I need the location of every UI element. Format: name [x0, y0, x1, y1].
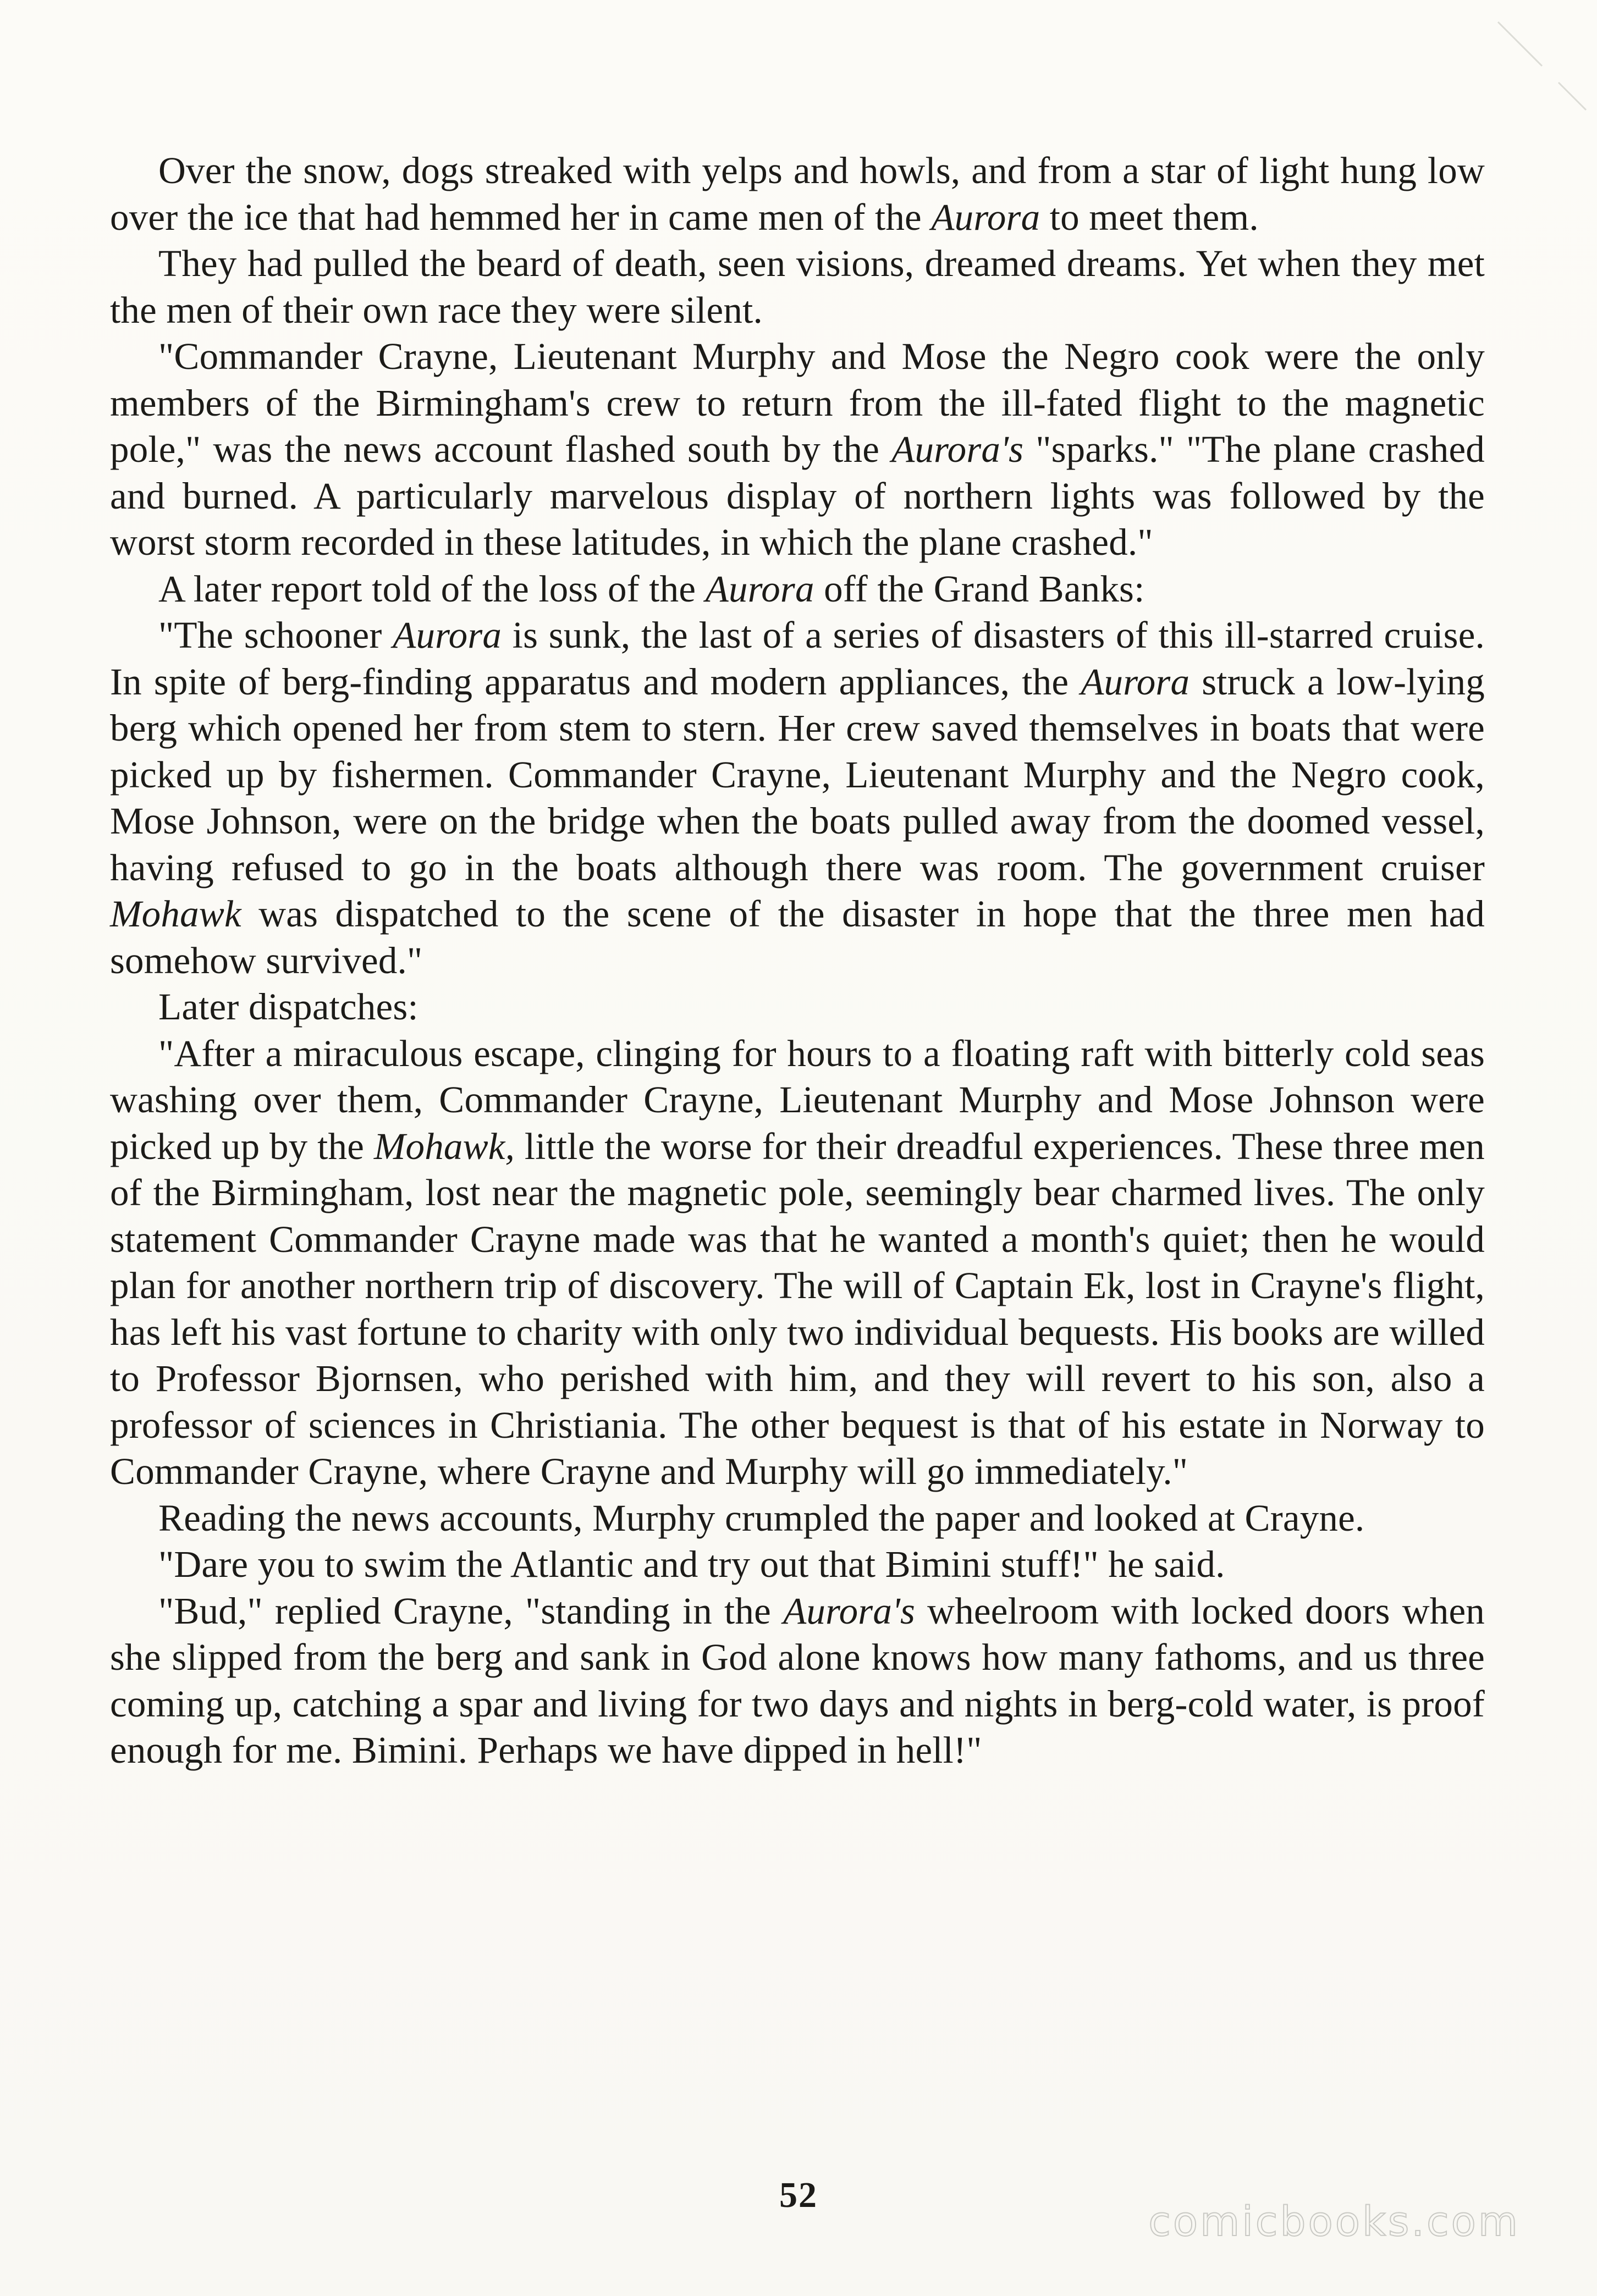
text-run: was dispatched to the scene of the disaster in hope that the three men had somehow survived." — [110, 893, 1485, 981]
paragraph — [110, 1030, 1485, 1495]
text-run: Over the snow, dogs streaked with yelps and howls, and from a star of light hung low over the ice that had hemmed her in came men of the — [110, 150, 1485, 238]
text-run: "sparks." "The plane crashed and burned. A particularly marvelous display of northern lights was followed by the worst storm recorded in these latitudes, in which the plane crashed." — [110, 428, 1485, 563]
text-run: to meet them. — [1040, 196, 1259, 238]
italic-text-run: Aurora's — [891, 428, 1024, 470]
italic-text-run: Mohawk, — [373, 1125, 515, 1167]
italic-text-run: Aurora — [931, 196, 1040, 238]
text-run: wheelroom with locked doors when she slipped from the berg and sank in God alone knows how many fathoms, and us three coming up, catching a spar and living for two days and nights in berg-cold water, is proof enough for me. Bimini. Perhaps we have dipped in hell!" — [110, 1589, 1485, 1771]
paragraph — [110, 1588, 1485, 1774]
paragraph — [110, 612, 1485, 984]
page-number: 52 — [779, 2175, 818, 2215]
text-run: Reading the news accounts, Murphy crumpled the paper and looked at Crayne. — [158, 1497, 1365, 1539]
italic-text-run: Aurora — [705, 567, 814, 610]
paragraph — [110, 147, 1485, 240]
text-run: "The schooner — [158, 614, 393, 656]
scan-artifact-mark — [1476, 0, 1597, 143]
paragraph — [110, 984, 1485, 1030]
paragraph — [110, 1541, 1485, 1588]
text-run: "Dare you to swim the Atlantic and try out that Bimini stuff!" he said. — [158, 1543, 1225, 1585]
paragraph — [110, 566, 1485, 612]
text-run: "Bud," replied Crayne, "standing in the — [158, 1589, 784, 1632]
text-run: is sunk, the last of a series of disasters of this ill-starred cruise. In spite of berg-finding apparatus and modern appliances, the — [110, 614, 1485, 703]
watermark: comicbooks.com — [1148, 2198, 1520, 2245]
text-run: "Commander Crayne, Lieutenant Murphy and Mose the Negro cook were the only members of the Birmingham's crew to return from the ill-fated flight to the magnetic pole," was the news account flashed south by the — [110, 335, 1485, 470]
text-run: A later report told of the loss of the — [158, 567, 706, 610]
paragraph — [110, 333, 1485, 566]
italic-text-run: Aurora — [393, 614, 502, 656]
text-run: little the worse for their dreadful experiences. These three men of the Birmingham, lost near the magnetic pole, seemingly bear charmed lives. The only statement Commander Crayne made was that he wanted a month's quiet; then he would plan for another northern trip of discovery. The will of Captain Ek, lost in Crayne's flight, has left his vast fortune to charity with only two individual bequests. His books are willed to Professor Bjornsen, who perished with him, and they will revert to his son, also a professor of sciences in Christiania. The other bequest is that of his estate in Norway to Commander Crayne, where Crayne and Murphy will go immediately." — [110, 1125, 1485, 1492]
paragraph — [110, 240, 1485, 333]
text-run: "After a miraculous escape, clinging for hours to a floating raft with bitterly cold seas washing over them, Commander Crayne, Lieutenant Murphy and Mose Johnson were picked up by the — [110, 1032, 1485, 1167]
text-run: They had pulled the beard of death, seen visions, dreamed dreams. Yet when they met the men of their own race they were silent. — [110, 242, 1485, 331]
text-run: struck a low-lying berg which opened her from stem to stern. Her crew saved themselves in boats that were picked up by fishermen. Commander Crayne, Lieutenant Murphy and the Negro cook, Mose Johnson, were on the bridge when the boats pulled away from the doomed vessel, having refused to go in the boats although there was room. The government cruiser — [110, 660, 1485, 888]
text-run: off the Grand Banks: — [814, 567, 1145, 610]
italic-text-run: Mohawk — [110, 893, 241, 935]
italic-text-run: Aurora — [1081, 660, 1190, 703]
paragraph — [110, 1495, 1485, 1542]
italic-text-run: Aurora's — [783, 1589, 916, 1632]
text-run: Later dispatches: — [158, 986, 418, 1028]
body-text — [110, 147, 1485, 2105]
